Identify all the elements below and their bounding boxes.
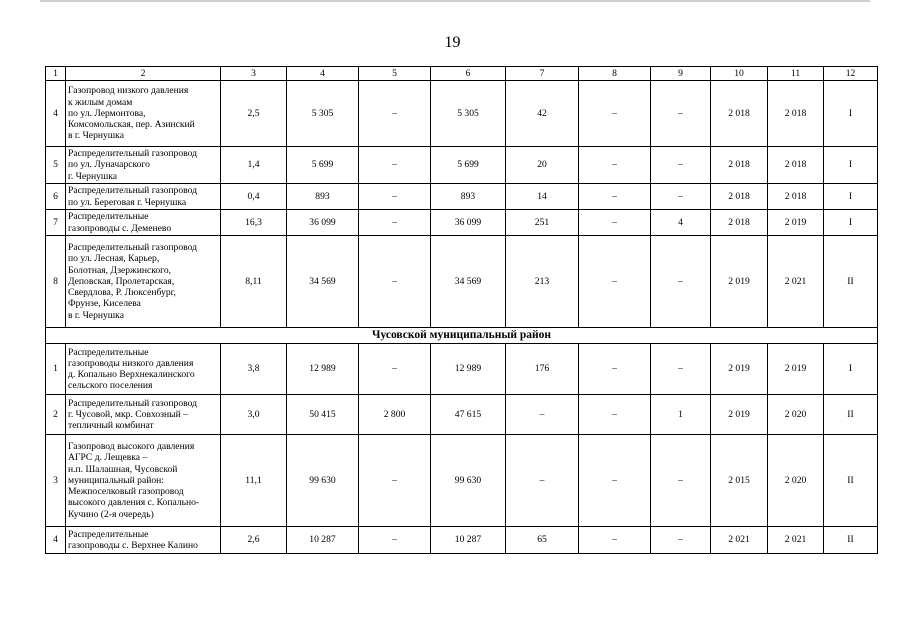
table-cell: 5 699 [431,147,506,184]
table-cell: 3 [46,435,66,527]
table-cell: 0,4 [221,184,287,210]
table-cell: II [824,236,878,328]
gas-pipeline-table [45,66,878,554]
table-cell: 42 [506,81,579,147]
object-name-cell: Газопровод низкого давления к жилым домам по ул. Лермонтова, Комсомольская, пер. Азинский в г. Чернушка [66,81,221,147]
table-cell: 4 [651,210,711,236]
table-cell: 176 [506,344,579,395]
table-cell: 12 989 [287,344,359,395]
table-cell: 47 615 [431,395,506,435]
col-header-7: 7 [506,67,579,81]
column-number-row [46,67,878,81]
table-cell: 2 800 [359,395,431,435]
table-row [46,435,878,527]
table-cell: I [824,210,878,236]
object-name-cell: Распределительные газопроводы с. Верхнее Калино [66,527,221,554]
col-header-11: 11 [768,67,824,81]
table-cell: – [651,81,711,147]
table-cell: 34 569 [287,236,359,328]
table-cell: – [506,395,579,435]
col-header-12: 12 [824,67,878,81]
table-cell: 213 [506,236,579,328]
table-cell: 3,0 [221,395,287,435]
table-row [46,210,878,236]
table-row [46,147,878,184]
table-cell: 12 989 [431,344,506,395]
table-cell: 2 019 [711,395,768,435]
col-header-9: 9 [651,67,711,81]
table-cell: 14 [506,184,579,210]
table-row [46,344,878,395]
table-cell: 1 [46,344,66,395]
table-cell: 2 020 [768,395,824,435]
table-cell: 8 [46,236,66,328]
table-cell: 10 287 [431,527,506,554]
table-cell: – [579,184,651,210]
table-cell: 4 [46,527,66,554]
table-cell: 16,3 [221,210,287,236]
table-cell: 11,1 [221,435,287,527]
table-row [46,81,878,147]
table-cell: II [824,435,878,527]
table-cell: 20 [506,147,579,184]
table-cell: – [651,236,711,328]
table-cell: 5 305 [431,81,506,147]
table-cell: – [359,527,431,554]
table-cell: – [359,147,431,184]
table-cell: 1 [651,395,711,435]
col-header-5: 5 [359,67,431,81]
table-cell: 2 018 [711,147,768,184]
object-name-cell: Распределительный газопровод по ул. Береговая г. Чернушка [66,184,221,210]
table-cell: 99 630 [431,435,506,527]
object-name-cell: Распределительные газопроводы с. Деменево [66,210,221,236]
col-header-3: 3 [221,67,287,81]
table-cell: 50 415 [287,395,359,435]
table-cell: 65 [506,527,579,554]
table-cell: 5 [46,147,66,184]
table-cell: – [359,344,431,395]
table-cell: – [651,527,711,554]
col-header-10: 10 [711,67,768,81]
table-cell: – [359,236,431,328]
scan-top-edge [40,0,870,2]
table-cell: – [651,147,711,184]
table-cell: 2 015 [711,435,768,527]
table-cell: 2 019 [711,236,768,328]
object-name-cell: Распределительный газопровод по ул. Лесная, Карьер, Болотная, Дзержинского, Деповская, Пролетарская, Свердлова, Р. Люксенбург, Фрунзе, Киселева в г. Чернушка [66,236,221,328]
col-header-2: 2 [66,67,221,81]
table-cell: I [824,147,878,184]
table-cell: – [579,527,651,554]
table-cell: 4 [46,81,66,147]
page-number: 19 [444,34,461,51]
table-cell: 2 018 [711,81,768,147]
table-cell: I [824,81,878,147]
table-cell: 2 018 [711,210,768,236]
section-row [46,328,878,344]
table-cell: 8,11 [221,236,287,328]
table-row [46,184,878,210]
table-cell: 2 019 [711,344,768,395]
table-cell: 2,5 [221,81,287,147]
table-cell: 2,6 [221,527,287,554]
table-cell: 34 569 [431,236,506,328]
table-cell: 7 [46,210,66,236]
table-cell: 2 019 [768,210,824,236]
table-cell: 3,8 [221,344,287,395]
table-cell: – [579,395,651,435]
table-cell: 1,4 [221,147,287,184]
table-cell: 251 [506,210,579,236]
table-cell: – [579,236,651,328]
table-cell: 2 021 [711,527,768,554]
table-cell: – [579,81,651,147]
table-cell: – [359,184,431,210]
table-cell: 2 [46,395,66,435]
object-name-cell: Распределительный газопровод г. Чусовой, мкр. Совхозный – тепличный комбинат [66,395,221,435]
table-cell: – [506,435,579,527]
table-row [46,395,878,435]
section-title: Чусовской муниципальный район [46,328,878,344]
table-cell: 2 018 [768,147,824,184]
table-cell: – [651,435,711,527]
table-cell: – [359,435,431,527]
table-cell: 99 630 [287,435,359,527]
table-cell: 5 699 [287,147,359,184]
table-cell: 2 021 [768,236,824,328]
col-header-8: 8 [579,67,651,81]
object-name-cell: Распределительный газопровод по ул. Луначарского г. Чернушка [66,147,221,184]
table-cell: 5 305 [287,81,359,147]
table-cell: 893 [287,184,359,210]
table-cell: 10 287 [287,527,359,554]
table-cell: 2 021 [768,527,824,554]
table-cell: 2 018 [768,184,824,210]
table-cell: – [359,210,431,236]
table-cell: 2 019 [768,344,824,395]
table-cell: I [824,184,878,210]
table-cell: 36 099 [431,210,506,236]
object-name-cell: Газопровод высокого давления АГРС д. Лещевка – н.п. Шалашная, Чусовской муниципальный район: Межпоселковый газопровод высокого давления с. Копально- Кучино (2-я очередь) [66,435,221,527]
table-cell: 2 020 [768,435,824,527]
col-header-1: 1 [46,67,66,81]
table-cell: II [824,395,878,435]
table-cell: 2 018 [711,184,768,210]
table-cell: – [579,344,651,395]
table-cell: 6 [46,184,66,210]
table-cell: – [579,435,651,527]
col-header-6: 6 [431,67,506,81]
table-cell: – [359,81,431,147]
table-row [46,236,878,328]
table-cell: II [824,527,878,554]
table-cell: I [824,344,878,395]
table-cell: – [579,210,651,236]
table-cell: 2 018 [768,81,824,147]
table-cell: – [651,344,711,395]
col-header-4: 4 [287,67,359,81]
table-cell: – [579,147,651,184]
table-cell: 893 [431,184,506,210]
table-cell: 36 099 [287,210,359,236]
table-row [46,527,878,554]
object-name-cell: Распределительные газопроводы низкого давления д. Копально Верхнекалинского сельского поселения [66,344,221,395]
table-cell: – [651,184,711,210]
